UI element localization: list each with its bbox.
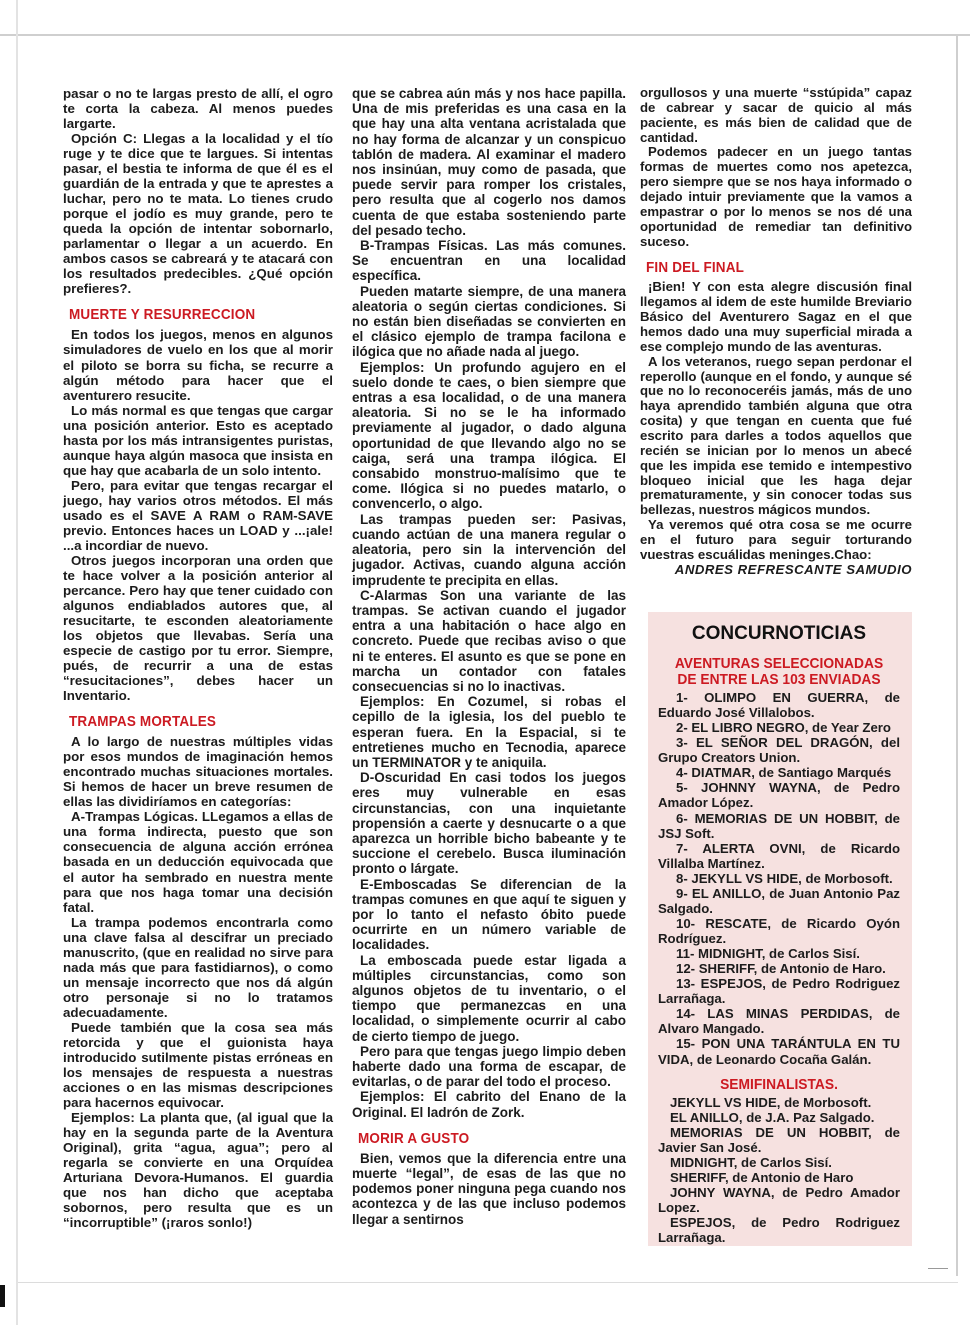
- paragraph: Podemos padecer en un juego tantas formas de muertes como nos apetezca, pero siempre que se nos haya informado o dejado intuir previamente que la vamos a empastrar o por lo menos se nos dé una oportunidad de remediar tan definitivo suceso.: [640, 144, 912, 249]
- paragraph: Ejemplos: En Cozumel, si robas el cepillo de la iglesia, los del pueblo te esperan fuera. En la Espacial, si te entretienes mucho en Tecnodia, aparece un TERMINATOR y te aniquila.: [352, 694, 626, 770]
- concurnoticias-box: [648, 612, 912, 1246]
- article-column-3: [640, 86, 912, 578]
- semifinalist-item: JEKYLL VS HIDE, de Morbosoft.: [670, 1094, 872, 1110]
- section-heading: MUERTE Y RESURRECCION: [69, 306, 256, 324]
- semifinalist-item: MIDNIGHT, de Carlos Sisí.: [670, 1154, 832, 1170]
- page-left-edge: [16, 0, 18, 1325]
- paragraph: B-Trampas Físicas. Las más comunes. Se encuentran en una localidad específica.: [352, 238, 626, 284]
- semifinalist-item: JOHNY WAYNA, de Pedro Amador Lopez.: [658, 1184, 900, 1215]
- selected-adventure-item: 15- PON UNA TARÁNTULA EN TU VIDA, de Leonardo Cocaña Galán.: [658, 1036, 900, 1067]
- semifinalists-heading: SEMIFINALISTAS.: [720, 1075, 838, 1093]
- paragraph: Las trampas pueden ser: Pasivas, cuando actúan de una manera regular o aleatoria, pero sin la intervención del jugador. Activas, cuando alguna acción imprudente te precipita en ellas.: [352, 511, 626, 588]
- section-heading: MORIR A GUSTO: [358, 1129, 470, 1147]
- paragraph: Otros juegos incorporan una orden que te hace volver a la posición anterior al percance. Pero hay que tener cuidado con algunos endiablados autores que, al resucitarte, te esconden aleatoriamente los objetos que llevabas. Sería una especie de castigo por tu error. Siempre, pués, de recurrir a una de estas “resucitaciones”, debes hacer un Inventario.: [63, 552, 333, 704]
- paragraph: que se cabrea aún más y nos hace papilla. Una de mis preferidas es una casa en la que hay una alta ventana acristalada que no hay forma de alcanzar y un conspicuo tablón de madera. Al examinar el madero nos insinúan, muy como de pasada, que puede servir para romper los cristales, pero resulta que al cogerlo nos damos cuenta de que estaba sosteniendo parte del pesado techo.: [352, 86, 626, 238]
- selected-adventures-heading-line-1: AVENTURAS SELECCIONADAS: [674, 655, 884, 672]
- selected-adventure-item: 2- EL LIBRO NEGRO, de Year Zero: [676, 720, 891, 736]
- selected-adventure-item: 6- MEMORIAS DE UN HOBBIT, de JSJ Soft.: [658, 810, 900, 841]
- scan-edge-mark: [928, 1268, 948, 1269]
- paragraph: Ya veremos qué otra cosa se me ocurre en el futuro para seguir torturando vuestras escuálidas meninges.Chao:: [640, 517, 912, 562]
- selected-adventure-item: 8- JEKYLL VS HIDE, de Morbosoft.: [676, 870, 893, 886]
- paragraph: A-Trampas Lógicas. LLegamos a ellas de una forma indirecta, puesto que son consecuencia de alguna acción errónea basada en un deducción equivocada que el autor ha sembrado en nuestra mente para que nos haga tomar una decisión fatal.: [63, 809, 333, 915]
- selected-adventure-item: 5- JOHNNY WAYNA, de Pedro Amador López.: [658, 780, 900, 811]
- paragraph: A lo largo de nuestras múltiples vidas por esos mundos de imaginación hemos encontrado muchas situaciones mortales. Si hemos de hacer un breve resumen de ellas las dividiríamos en categorías:: [63, 734, 333, 810]
- page-right-edge: [956, 36, 958, 1276]
- selected-adventure-item: 11- MIDNIGHT, de Carlos Sisí.: [676, 946, 860, 962]
- concurnoticias-title: CONCURNOTICIAS: [691, 623, 867, 644]
- paragraph: Pero, para evitar que tengas recargar el juego, hay varios otros métodos. El más usado es el SAVE A RAM o RAM-SAVE previo. Entonces haces un LOAD y ...¡ale! ...a incordiar de nuevo.: [63, 477, 333, 553]
- author-signature: ANDRES REFRESCANTE SAMUDIO: [674, 561, 912, 577]
- paragraph: Puede también que la cosa sea más retorcida y que el guionista haya introducido sutilmente pistas erróneas en los mensajes de respuesta a nuestras acciones o en las mismas descripciones para hacernos equivocar.: [63, 1019, 333, 1110]
- section-heading: FIN DEL FINAL: [646, 259, 745, 277]
- paragraph: Pero para que tengas juego limpio deben haberte dado una forma de escapar, de evitarlas, o de parar del todo el proceso.: [352, 1043, 626, 1090]
- selected-adventure-item: 12- SHERIFF, de Antonio de Haro.: [676, 961, 886, 977]
- page-top-edge: [0, 34, 970, 36]
- paragraph: Lo más normal es que tengas que cargar una posición anterior. Esto es aceptado hasta por los más intransigentes puristas, aunque haya algún masoca que insista en que hay que acabarla de un solo intento.: [63, 402, 333, 478]
- semifinalists-list: [658, 1095, 900, 1246]
- selected-adventure-item: 3- EL SEÑOR DEL DRAGÓN, del Grupo Creators Union.: [658, 735, 900, 766]
- paragraph: orgullosos y una muerte “sstúpida” capaz de cabrear y sacar de quicio al más paciente, es más bien de calidad que de cantidad.: [640, 85, 912, 145]
- paragraph: Pueden matarte siempre, de una manera aleatoria o según ciertas condiciones. Si no están bien diseñadas se convierten en el clásico ejemplo de trampa facilona e ilógica que no añade nada al juego.: [352, 283, 626, 360]
- paragraph: Ejemplos: El cabrito del Enano de la Original. El ladrón de Zork.: [352, 1089, 626, 1120]
- paragraph: La emboscada puede estar ligada a múltiples circunstancias, como son algunos objetos de tu inventario, o el tiempo que permanezcas en una localidad, o simplemente ocurrir al cabo de cierto tiempo de juego.: [352, 952, 626, 1044]
- paragraph: D-Oscuridad En casi todos los juegos eres muy vulnerable en esas circunstancias, con una inquietante propensión a caerte y desnucarte o a que aparezca un horrible bicho babeante y te succione el cerebelo. Busca iluminación pronto o lárgate.: [352, 770, 626, 877]
- semifinalist-item: EL ANILLO, de J.A. Paz Salgado.: [670, 1109, 875, 1125]
- paragraph: E-Emboscadas Se diferencian de la trampas comunes en que aquí te siguen y por lo tanto el nefasto óbito puede ocurrirte en un número variable de localidades.: [352, 876, 626, 953]
- paragraph: ¡Bien! Y con esta alegre discusión final llegamos al idem de este humilde Breviario Básico del Aventurero Sagaz en el que hemos dado una muy superficial mirada a ese complejo mundo de las aventuras.: [640, 279, 912, 354]
- selected-adventure-item: 10- RESCATE, de Ricardo Oyón Rodríguez.: [658, 915, 900, 946]
- selected-adventure-item: 7- ALERTA OVNI, de Ricardo Villalba Martínez.: [658, 840, 900, 871]
- selected-adventure-item: 9- EL ANILLO, de Juan Antonio Paz Salgado.: [658, 885, 900, 916]
- semifinalist-item: ESPEJOS, de Pedro Rodriguez Larrañaga.: [658, 1215, 900, 1246]
- semifinalist-item: SHERIFF, de Antonio de Haro: [670, 1169, 854, 1185]
- selected-adventure-item: 13- ESPEJOS, de Pedro Rodriguez Larrañaga.: [658, 976, 900, 1007]
- paragraph: Ejemplos: La planta que, (al igual que la hay en la segunda parte de la Aventura Original), grita “agua, agua”; pero al regarla se convierte en una Orquídea Arturiana Devora-Humanos. El guardia que nos han dicho que aceptaba sobornos, pero resulta que es un “incorruptible” (¡raros sonlo!): [63, 1110, 333, 1231]
- paragraph: En todos los juegos, menos en algunos simuladores de vuelo en los que al morir el piloto se borra su ficha, se recurre a algún método para hacer que el aventurero resucite.: [63, 327, 333, 403]
- scan-corner-mark: [0, 1285, 5, 1307]
- article-column-1: [63, 86, 333, 1230]
- semifinalist-item: MEMORIAS DE UN HOBBIT, de Javier San José.: [658, 1124, 900, 1155]
- selected-adventure-item: 1- OLIMPO EN GUERRA, de Eduardo José Villalobos.: [658, 690, 900, 721]
- section-heading: TRAMPAS MORTALES: [69, 713, 217, 731]
- paragraph: Ejemplos: Un profundo agujero en el suelo donde te caes, o bien siempre que entras a esa localidad, o de una manera aleatoria. Si no se le ha informado previamente al jugador, o dado alguna oportunidad de que llevando algo no se caiga, será una trampa ilógica. El consabido monstruo-malísimo que te come. Ilógica si no puedes matarlo, o convencerlo, o algo.: [352, 359, 626, 512]
- selected-adventures-list: [658, 690, 900, 1067]
- paragraph: Bien, vemos que la diferencia entre una muerte “legal”, de esas de las que no podemos poner ninguna pega cuando nos acontezca y de las que incluso podemos llegar a sentirnos: [352, 1150, 626, 1227]
- page-bottom-edge: [18, 1282, 958, 1283]
- selected-adventure-item: 4- DIATMAR, de Santiago Marqués: [676, 765, 892, 781]
- paragraph: C-Alarmas Son una variante de las trampas. Se activan cuando el jugador entra a una habitación o hace algo en concreto. Puede que recibas aviso o que ni te enteres. El asunto es que se pone en marcha un contador con fatales consecuencias si no lo inactivas.: [352, 587, 626, 694]
- paragraph: La trampa podemos encontrarla como una clave falsa al descifrar un preciado manuscrito, (que en realidad no sirve para nada más que para fastidiarnos), o como un mensaje incorrecto que nos dá algún otro personaje si no lo tratamos adecuadamente.: [63, 914, 333, 1020]
- selected-adventure-item: 14- LAS MINAS PERDIDAS, de Alvaro Mangado.: [658, 1006, 900, 1037]
- paragraph: pasar o no te largas presto de allí, el ogro te corta la cabeza. Al menos puedes largarte.: [63, 86, 333, 132]
- paragraph: A los veteranos, ruego sepan perdonar el reperollo (aunque en el fondo, y aunque sé que no lo reconoceréis jamás, más de uno haya aprendido también alguna que otra cosita) y que tengan en cuenta que fué escrito para darles a todos aquellos que recién se inician por lo menos un abecé que les impida ese temido e intempestivo bloqueo inicial que les haga dejar prematuramente, y sin conocer todas sus bellezas, nuestros mágicos mundos.: [640, 353, 912, 518]
- paragraph: Opción C: Llegas a la localidad y el tío ruge y te dice que te largues. Si intentas pasar, el bestia te informa de que él es el guardián de la entrada y que te aprestes a luchar, pero no te mata. Lo tienes crudo porque el jodío es muy grande, pero te queda la opción de intentar sobornarlo, parlamentar o llegar a un acuerdo. En ambos casos se cabreará y te atacará con los resultados predecibles. ¿Qué opción prefieres?.: [63, 131, 333, 297]
- selected-adventures-heading-line-2: DE ENTRE LAS 103 ENVIADAS: [677, 671, 881, 688]
- article-column-2: [352, 86, 626, 1227]
